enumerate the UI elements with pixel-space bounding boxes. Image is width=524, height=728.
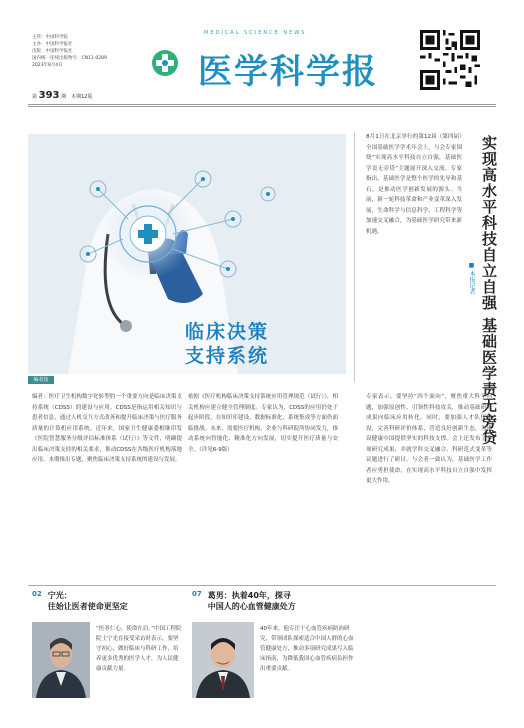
feature-byline: ■ 本报记者 bbox=[468, 262, 475, 295]
issue-suffix: 期 本期12版 bbox=[61, 94, 93, 100]
portrait-illustration bbox=[192, 622, 254, 698]
qr-code-icon bbox=[420, 30, 480, 90]
person-photo bbox=[32, 622, 90, 698]
teaser-title: 往始让医者使命更坚定 bbox=[47, 602, 128, 611]
person-photo bbox=[192, 622, 254, 698]
issue-number: 393 bbox=[38, 90, 60, 101]
teaser-page-number: 07 bbox=[192, 590, 202, 598]
masthead-rule bbox=[28, 106, 496, 107]
teaser-title: 葛男：执着40年，探寻 bbox=[207, 591, 291, 600]
feature-text: 8月1日在北京举行的第12届（第四届）全国基础医学学术年会上，与会专家围绕“实现高水平科技自立自强，基础医学责无旁贷”主题展开深入交流。专家指出，基础医学是整个医学的先导和基石，是推动医学创新发展的源头。当前，新一轮科技革命和产业变革深入发展，生命科学与信息科学、工程科学等加速交叉融合，为基础医学研究带来新机遇。 bbox=[366, 134, 462, 235]
feature-headline: 实现高水平科技自立自强 基础医学责无旁贷 bbox=[480, 135, 498, 446]
feature-text: 专家表示，要坚持“四个面向”，聚焦重大科学问题，加强原创性、引领性科技攻关，推动基础研究成果向临床应用转化。同时，要加强人才队伍建设，完善科研评价体系，营造良好创新生态，为建设健康中国提供坚实的科技支撑。会上还发布了多项研究成果，并就学科交叉融合、科研范式变革等议题进行了研讨。与会者一致认为，基础医学工作者应勇担使命，在实现高水平科技自立自强中发挥更大作用。 bbox=[366, 394, 492, 484]
publisher-line: 出版：中国科学报社 bbox=[32, 49, 73, 54]
teaser-text: “医者仁心，使命在肩。”中国工程院院士宁光在接受采访时表示，要坚守初心，做好临床与科研工作，培养更多优秀的医学人才，为人民健康贡献力量。 bbox=[96, 626, 182, 672]
publisher-line: 主管：中国科学院 bbox=[32, 35, 68, 40]
portrait-illustration bbox=[32, 622, 90, 698]
editor-note-tag: 编者按 bbox=[28, 376, 54, 384]
issue-date: 2023年8月4日 bbox=[32, 63, 63, 68]
issue-label: 第 bbox=[32, 94, 38, 100]
teaser-title: 宁光： bbox=[47, 591, 72, 600]
masthead-rule bbox=[28, 104, 496, 105]
teaser-title: 中国人的心血管健康处方 bbox=[207, 602, 296, 611]
lead-article-column: 依据《医疗机构临床决策支持系统应用管理规范（试行）》，相关机构应建立健全管理制度。专家认为，CDSS的应用仍处于起步阶段，在知识库建设、数据标准化、系统集成等方面仍面临挑战。未来，需要医疗机构、企业与科研院所协同发力，推动系统向智能化、精准化方向发展，切实提升医疗质量与安全。（详见6-9版） bbox=[188, 394, 338, 453]
serial-number: 国内统一连续出版物号：CN11-0289 bbox=[32, 56, 107, 61]
teaser-text: 40年来，他专注于心血管疾病防治研究，带领团队探索适合中国人群的心血管健康处方，推动多项研究成果写入临床指南，为降低我国心血管疾病负担作出重要贡献。 bbox=[260, 626, 354, 672]
column-divider bbox=[354, 132, 355, 382]
section-divider bbox=[28, 585, 496, 586]
medical-cross-logo-icon bbox=[150, 48, 180, 78]
hero-title-line: 支持系统 bbox=[185, 345, 270, 367]
hero-title bbox=[185, 320, 269, 368]
issue-info bbox=[32, 90, 92, 101]
title-english: MEDICAL SCIENCE NEWS bbox=[204, 30, 307, 36]
lead-article-column: 编者：医疗卫生机构数字化转型的一个重要方向是临床决策支持系统（CDSS）的建设与应用。CDSS是指运用相关知识与患者信息，通过人机交互方式改善和提升临床决策与医疗服务质量的计算机应用系统。近年来，国家卫生健康委相继印发《医院智慧服务分级评估标准体系（试行）》等文件，明确提出临床决策支持的相关要求，推动CDSS在各级医疗机构落地应用。本期推出专题，聚焦临床决策支持系统的建设与发展。 bbox=[32, 394, 182, 463]
teaser bbox=[32, 590, 182, 612]
hero-title-line: 临床决策 bbox=[185, 321, 270, 343]
publisher-line: 主办：中国科学报社 bbox=[32, 42, 73, 47]
teaser-page-number: 02 bbox=[32, 590, 42, 598]
newspaper-title: 医学科学报 bbox=[198, 52, 378, 92]
teaser bbox=[192, 590, 352, 612]
masthead-info bbox=[32, 34, 142, 69]
